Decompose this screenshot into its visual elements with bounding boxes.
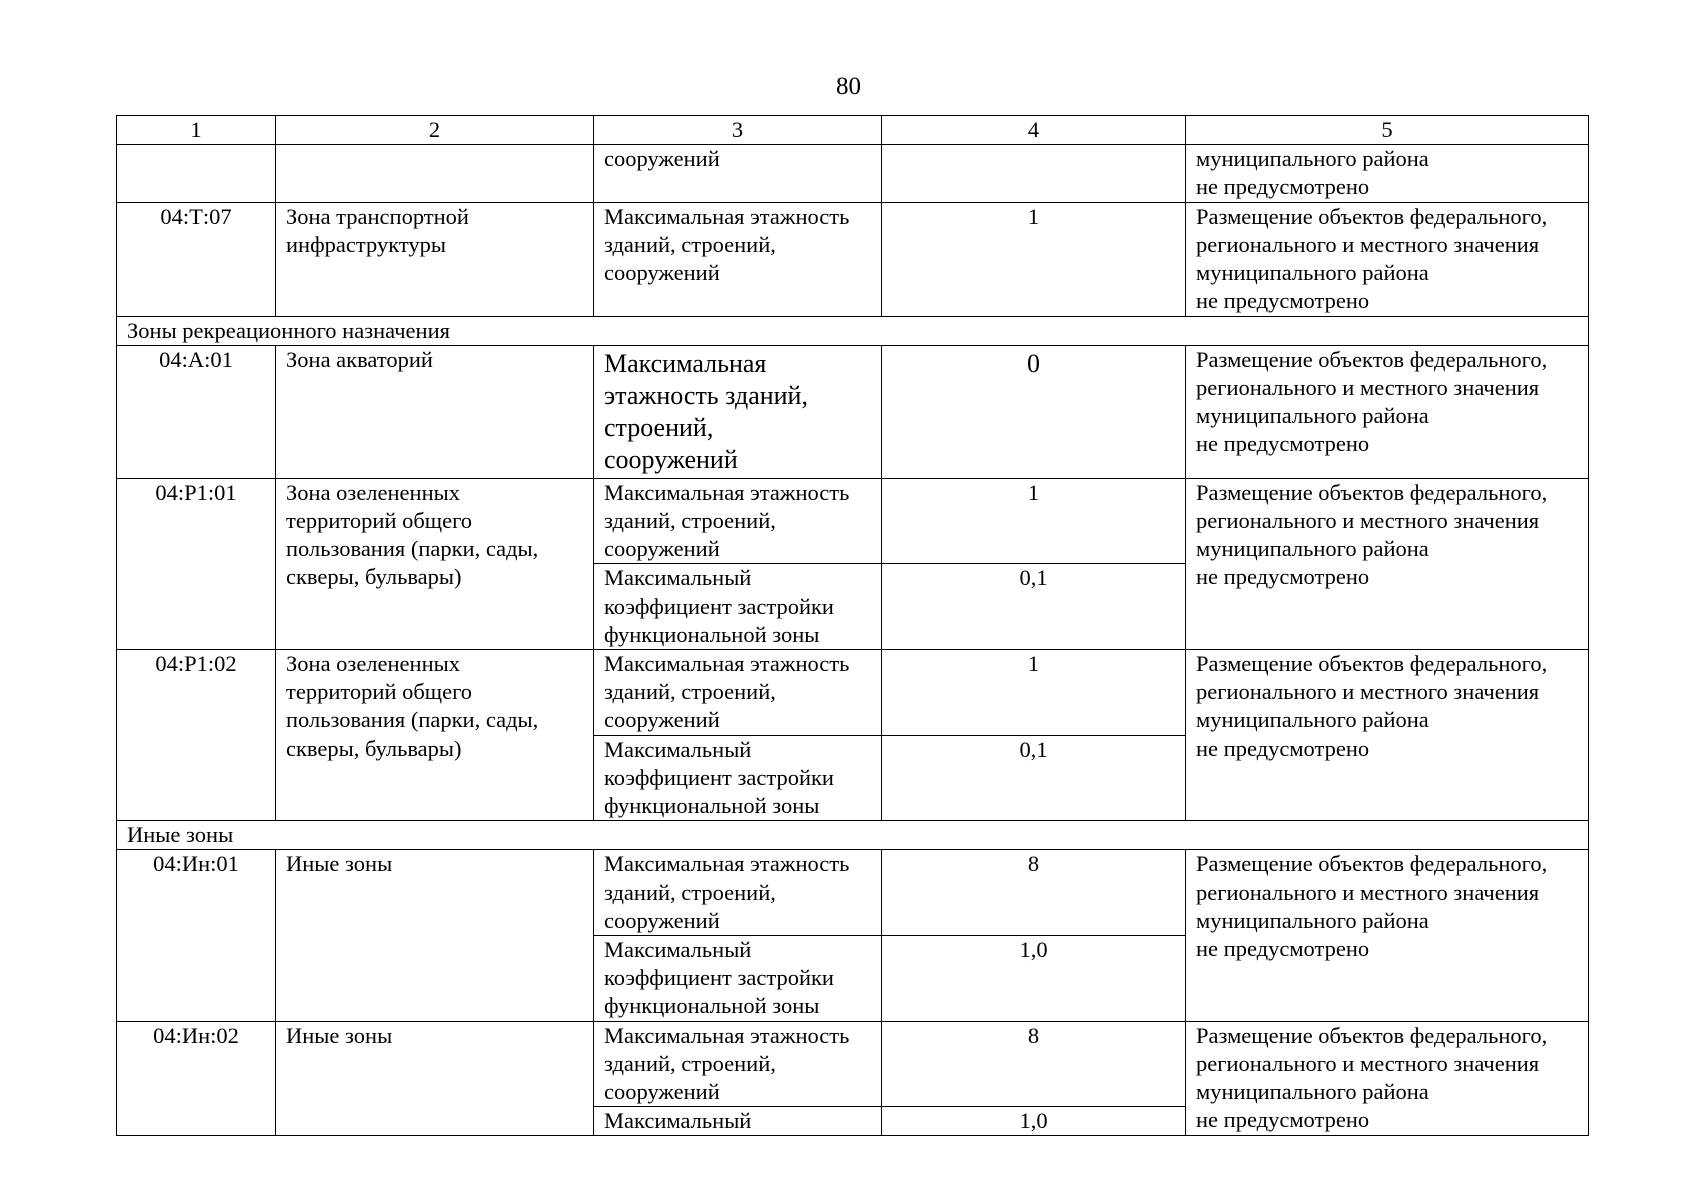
zone-name: Иные зоны	[276, 850, 594, 1021]
parameter-name: Максимальная этажность зданий, строений, сооружений	[594, 202, 882, 316]
table-row	[117, 850, 1589, 936]
zone-code: 04:А:01	[117, 345, 276, 478]
parameter-cell	[594, 345, 882, 478]
section-row	[117, 316, 1589, 345]
parameter-name: сооружений	[594, 145, 882, 202]
parameter-value: 1	[882, 202, 1186, 316]
parameter-cell	[882, 345, 1186, 478]
parameter-value	[882, 145, 1186, 202]
column-number-3: 3	[594, 116, 882, 145]
zone-note: Размещение объектов федерального, регионального и местного значения муниципального района не предусмотрено	[1186, 478, 1589, 649]
zone-code: 04:Р1:02	[117, 650, 276, 821]
table-row	[117, 1021, 1589, 1107]
parameter-value: 0,1	[882, 735, 1186, 821]
column-number-2: 2	[276, 116, 594, 145]
zone-note: муниципального района не предусмотрено	[1186, 145, 1589, 202]
parameter-value: 1	[882, 478, 1186, 564]
zone-code: 04:Р1:01	[117, 478, 276, 649]
zone-note: Размещение объектов федерального, регионального и местного значения муниципального района не предусмотрено	[1186, 850, 1589, 1021]
parameter-value: 8	[882, 850, 1186, 936]
table-row	[117, 345, 1589, 478]
parameter-value: 1,0	[882, 936, 1186, 1022]
parameter-value: 0,1	[882, 564, 1186, 650]
section-row	[117, 821, 1589, 850]
parameter-name: Максимальный	[594, 1107, 882, 1136]
table-row	[117, 650, 1589, 736]
table-row	[117, 202, 1589, 316]
zone-note: Размещение объектов федерального, регионального и местного значения муниципального района не предусмотрено	[1186, 202, 1589, 316]
zone-code: 04:Т:07	[117, 202, 276, 316]
parameter-name: Максимальная этажность зданий, строений, сооружений	[594, 478, 882, 564]
zone-name	[276, 145, 594, 202]
column-number-4: 4	[882, 116, 1186, 145]
section-title: Иные зоны	[117, 821, 1589, 850]
zone-name: Зона озелененных территорий общего пользования (парки, сады, скверы, бульвары)	[276, 478, 594, 649]
parameter-name: Максимальная этажность зданий, строений, сооружений	[604, 348, 808, 474]
page-number: 80	[836, 73, 861, 100]
parameter-value: 1,0	[882, 1107, 1186, 1136]
column-number-1: 1	[117, 116, 276, 145]
parameter-name: Максимальный коэффициент застройки функциональной зоны	[594, 936, 882, 1022]
zone-code: 04:Ин:01	[117, 850, 276, 1021]
zone-note: Размещение объектов федерального, регионального и местного значения муниципального района не предусмотрено	[1186, 345, 1589, 478]
parameter-name: Максимальный коэффициент застройки функциональной зоны	[594, 735, 882, 821]
parameter-name: Максимальная этажность зданий, строений, сооружений	[594, 1021, 882, 1107]
parameter-value: 0	[1027, 348, 1040, 378]
zone-code: 04:Ин:02	[117, 1021, 276, 1136]
zone-name: Зона акваторий	[276, 345, 594, 478]
parameter-value: 8	[882, 1021, 1186, 1107]
zone-code	[117, 145, 276, 202]
column-number-row	[117, 116, 1589, 145]
zone-parameters-table	[116, 115, 1589, 1136]
section-title: Зоны рекреационного назначения	[117, 316, 1589, 345]
zone-name: Иные зоны	[276, 1021, 594, 1136]
table-row	[117, 478, 1589, 564]
zone-name: Зона озелененных территорий общего пользования (парки, сады, скверы, бульвары)	[276, 650, 594, 821]
table-row	[117, 145, 1589, 202]
column-number-5: 5	[1186, 116, 1589, 145]
parameter-value: 1	[882, 650, 1186, 736]
zone-note: Размещение объектов федерального, регионального и местного значения муниципального района не предусмотрено	[1186, 650, 1589, 821]
parameter-name: Максимальная этажность зданий, строений, сооружений	[594, 650, 882, 736]
parameter-name: Максимальный коэффициент застройки функциональной зоны	[594, 564, 882, 650]
zone-note: Размещение объектов федерального, регионального и местного значения муниципального района не предусмотрено	[1186, 1021, 1589, 1136]
parameter-name: Максимальная этажность зданий, строений, сооружений	[594, 850, 882, 936]
zone-name: Зона транспортной инфраструктуры	[276, 202, 594, 316]
